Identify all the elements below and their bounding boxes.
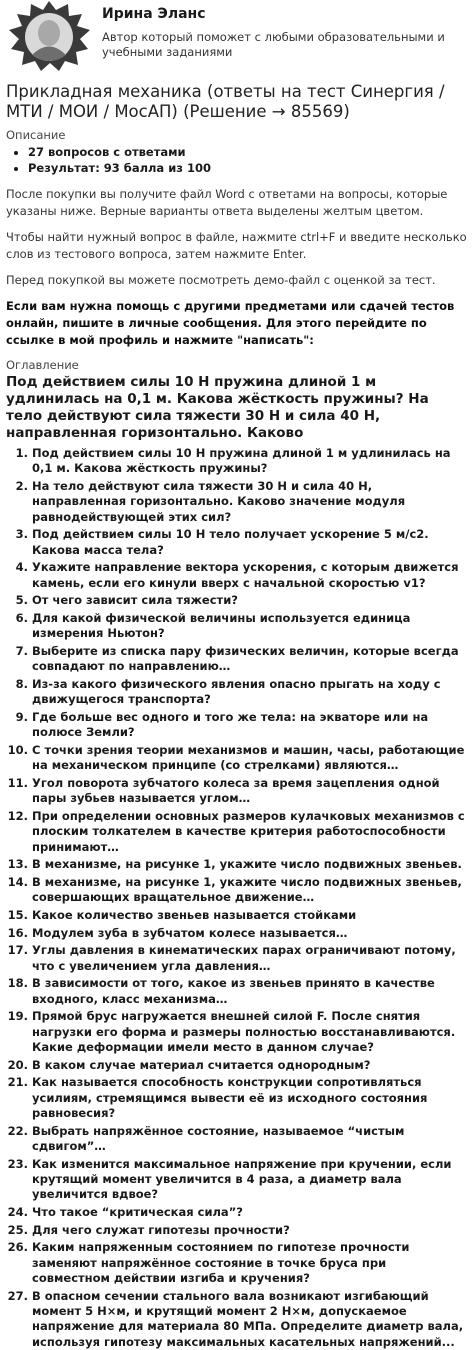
question-item: 19. Прямой брус нагружается внешней силой F. После снятия нагрузки его форма и размеры полностью восстанавливаются. Какие деформации имели место в данном случае? (32, 1009, 468, 1055)
author-description: Автор который поможет с любыми образовательными и учебными заданиями (102, 30, 445, 59)
summary-list (6, 144, 468, 176)
description-label: Описание (6, 128, 66, 142)
question-item: 26. Каким напряженным состоянием по гипотезе прочности заменяют напряжённое состояние в точке бруса при совместном действии изгиба и кручения? (32, 1240, 468, 1286)
question-item: 20. В каком случае материал считается однородным? (32, 1058, 468, 1073)
question-item: 23. Как изменится максимальное напряжение при кручении, если крутящий момент увеличится в 4 раза, а диаметр вала увеличится вдвое? (32, 1157, 468, 1203)
summary-item: • Результат: 93 балла из 100 (28, 160, 468, 176)
question-item: 5. От чего зависит сила тяжести? (32, 593, 468, 608)
question-item: 7. Выберите из списка пару физических величин, которые всегда совпадают по направлению… (32, 644, 468, 675)
toc-heading (6, 374, 468, 442)
toc-label: Оглавление (6, 358, 79, 372)
author-block (6, 0, 468, 76)
question-item: 16. Модулем зуба в зубчатом колесе называется… (32, 926, 468, 941)
question-item: 18. В зависимости от того, какое из звеньев принято в качестве входного, класс механизма… (32, 976, 468, 1007)
question-item: 14. В механизме, на рисунке 1, укажите число подвижных звеньев, совершающих вращательное движение… (32, 875, 468, 906)
question-item: 1. Под действием силы 10 Н пружина длиной 1 м удлинилась на 0,1 м. Какова жёсткость пружины? (32, 446, 468, 477)
question-item: 22. Выбрать напряжённое состояние, называемое “чистым сдвигом”… (32, 1124, 468, 1155)
description-paragraph: Перед покупкой вы можете посмотреть демо-файл с оценкой за тест. (6, 273, 436, 287)
summary-item: • 27 вопросов с ответами (28, 144, 468, 160)
author-avatar[interactable] (6, 0, 92, 72)
question-item: 12. При определении основных размеров кулачковых механизмов с плоским толкателем в качестве критерия работоспособности принимают… (32, 809, 468, 855)
question-item: 3. Под действием силы 10 Н тело получает ускорение 5 м/с2. Какова масса тела? (32, 527, 468, 558)
question-item: 4. Укажите направление вектора ускорения, с которым движется камень, если его кинули вверх с начальной скоростью v1? (32, 560, 468, 591)
question-item: 13. В механизме, на рисунке 1, укажите число подвижных звеньев. (32, 857, 468, 872)
question-item: 10. С точки зрения теории механизмов и машин, часы, работающие на механическом принципе (со стрелками) являются… (32, 743, 468, 774)
question-item: 17. Углы давления в кинематических парах ограничивают потому, что с увеличением угла давления… (32, 943, 468, 974)
author-name[interactable]: Ирина Эланс (102, 6, 206, 22)
question-item: 6. Для какой физической величины используется единица измерения Ньютон? (32, 611, 468, 642)
question-item: 27. В опасном сечении стального вала возникают изгибающий момент 5 Н×м, и крутящий момент 2 Н×м, допускаемое напряжение для материала 80 МПа. Определите диаметр вала, используя гипотезу максимальных касательных напряжений... (32, 1289, 468, 1350)
question-item: 25. Для чего служат гипотезы прочности? (32, 1223, 468, 1238)
description-paragraph: После покупки вы получите файл Word с ответами на вопросы, которые указаны ниже. Верные варианты ответа выделены желтым цветом. (6, 187, 448, 218)
toc-heading-text: Под действием силы 10 Н пружина длиной 1 м удлинилась на 0,1 м. Какова жёсткость пружины? На тело действуют сила тяжести 30 Н и сила 40 Н, направленная горизонтально. Каково (6, 374, 429, 441)
description-paragraph: Чтобы найти нужный вопрос в файле, нажмите ctrl+F и введите несколько слов из тестового вопроса, затем нажмите Enter. (6, 230, 467, 261)
question-item: 24. Что такое “критическая сила”? (32, 1205, 468, 1220)
question-item: 8. Из-за какого физического явления опасно прыгать на ходу с движущегося транспорта? (32, 677, 468, 708)
question-item: 2. На тело действуют сила тяжести 30 Н и сила 40 Н, направленная горизонтально. Каково значение модуля равнодействующей этих сил? (32, 479, 468, 525)
question-item: 9. Где больше вес одного и того же тела: на экваторе или на полюсе Земли? (32, 710, 468, 741)
question-list (6, 446, 468, 1350)
question-item: 15. Какое количество звеньев называется стойками (32, 908, 468, 923)
question-item: 11. Угол поворота зубчатого колеса за время зацепления одной пары зубьев называется углом… (32, 776, 468, 807)
question-item: 21. Как называется способность конструкции сопротивляться усилиям, стремящимся вывести её из исходного состояния равновесия? (32, 1075, 468, 1121)
user-photo-icon (6, 0, 92, 72)
help-paragraph: Если вам нужна помощь с другими предметами или сдачей тестов онлайн, пишите в личные сообщения. Для этого перейдите по ссылке в мой профиль и нажмите "написать": (6, 299, 455, 347)
page-title: Прикладная механика (ответы на тест Синергия / МТИ / МОИ / МосАП) (Решение → 85569) (6, 82, 445, 121)
